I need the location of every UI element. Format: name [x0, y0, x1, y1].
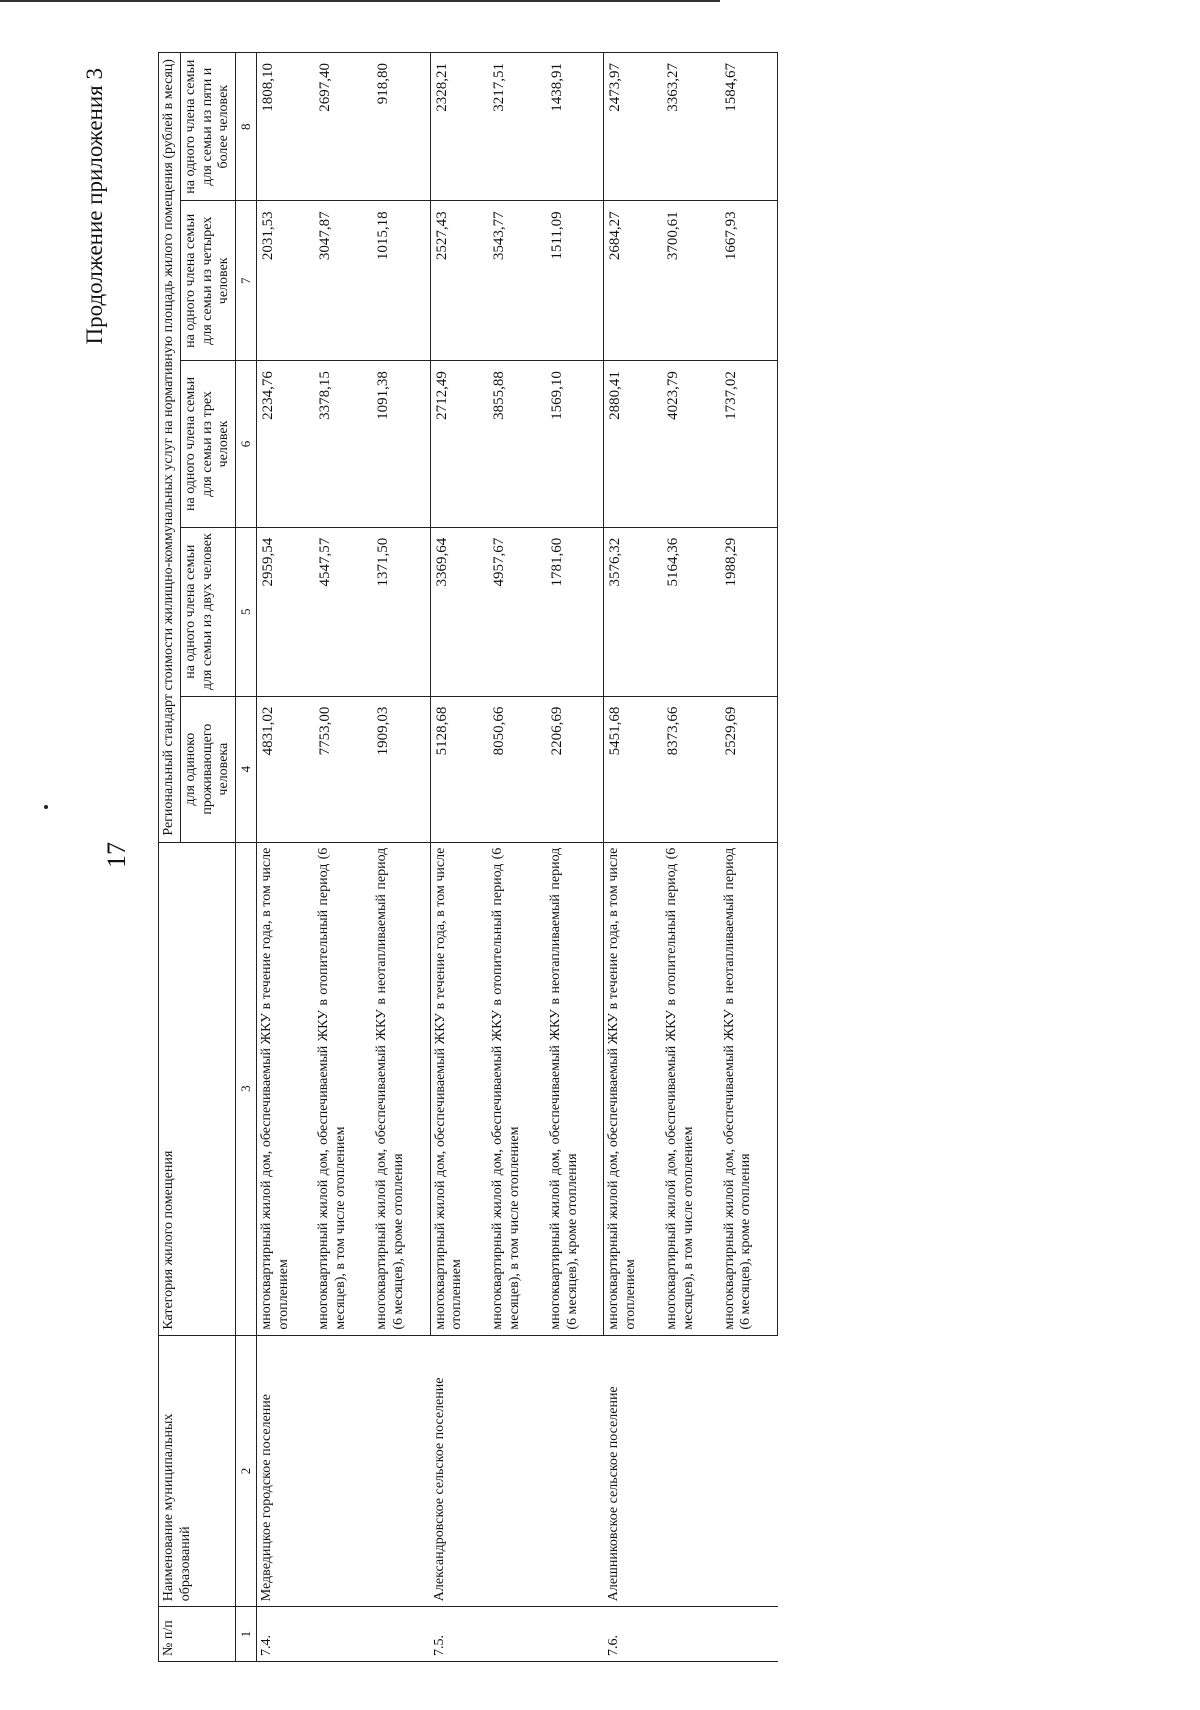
cost-value: 5451,68 — [604, 696, 662, 842]
table-body — [256, 53, 777, 1662]
col-header-family-4: на одного члена семьи для семьи из четырех человек — [180, 201, 235, 361]
col-header-single: для одиноко проживающего человека — [180, 696, 235, 842]
cost-value: 1438,91 — [546, 53, 604, 201]
housing-category: многоквартирный жилой дом, обеспечиваемый ЖКУ в отопительный период (6 месяцев), в том числе отоплением — [662, 842, 720, 1335]
col-header-family-2: на одного члена семьи для семьи из двух человек — [180, 527, 235, 696]
column-number-row — [236, 53, 257, 1662]
housing-category: многоквартирный жилой дом, обеспечиваемый ЖКУ в течение года, в том числе отоплением — [430, 842, 488, 1335]
cost-value: 3363,27 — [662, 53, 720, 201]
cost-value: 2712,49 — [430, 361, 488, 528]
page-title: Продолжение приложения 3 — [82, 68, 107, 345]
cost-value: 2206,69 — [546, 696, 604, 842]
row-number: 7.6. — [604, 1607, 778, 1662]
municipality-name: Медведицкое городское поселение — [256, 1335, 430, 1607]
cost-value: 1988,29 — [720, 527, 778, 696]
cost-value: 1781,60 — [546, 527, 604, 696]
housing-category: многоквартирный жилой дом, обеспечиваемый ЖКУ в течение года, в том числе отоплением — [256, 842, 314, 1335]
housing-category: многоквартирный жилой дом, обеспечиваемый ЖКУ в неотапливаемый период (6 месяцев), кроме отопления — [372, 842, 430, 1335]
municipality-name: Александровское сельское поселение — [430, 1335, 604, 1607]
cost-value: 2697,40 — [314, 53, 372, 201]
cost-value: 1371,50 — [372, 527, 430, 696]
cost-value: 4831,02 — [256, 696, 314, 842]
cost-value: 2684,27 — [604, 201, 662, 361]
cost-value: 2473,97 — [604, 53, 662, 201]
row-number: 7.5. — [430, 1607, 604, 1662]
cost-value: 5128,68 — [430, 696, 488, 842]
cost-value: 918,80 — [372, 53, 430, 201]
cost-value: 1091,38 — [372, 361, 430, 528]
col-number: 6 — [236, 361, 257, 528]
cost-value: 3700,61 — [662, 201, 720, 361]
cost-value: 3369,64 — [430, 527, 488, 696]
cost-value: 4023,79 — [662, 361, 720, 528]
cost-value: 2527,43 — [430, 201, 488, 361]
cost-value: 3576,32 — [604, 527, 662, 696]
col-header-family-5plus: на одного члена семьи для семьи из пяти и более человек — [180, 53, 235, 201]
cost-value: 4547,57 — [314, 527, 372, 696]
cost-value: 2031,53 — [256, 201, 314, 361]
standards-table — [158, 52, 778, 1662]
col-number: 1 — [236, 1607, 257, 1662]
cost-value: 4957,67 — [488, 527, 546, 696]
cost-value: 3543,77 — [488, 201, 546, 361]
col-header-family-3: на одного члена семьи для семьи из трех человек — [180, 361, 235, 528]
housing-category: многоквартирный жилой дом, обеспечиваемый ЖКУ в отопительный период (6 месяцев), в том числе отоплением — [314, 842, 372, 1335]
col-number: 5 — [236, 527, 257, 696]
cost-value: 3855,88 — [488, 361, 546, 528]
cost-value: 2959,54 — [256, 527, 314, 696]
col-header-category: Категория жилого помещения — [159, 842, 236, 1335]
cost-value: 2234,76 — [256, 361, 314, 528]
col-header-group: Региональный стандарт стоимости жилищно-коммунальных услуг на нормативную площадь жилого помещения (рублей в месяц) — [159, 53, 181, 843]
col-number: 7 — [236, 201, 257, 361]
col-number: 4 — [236, 696, 257, 842]
table-row — [430, 53, 488, 1662]
cost-value: 8373,66 — [662, 696, 720, 842]
row-number: 7.4. — [256, 1607, 430, 1662]
cost-value: 3217,51 — [488, 53, 546, 201]
cost-value: 7753,00 — [314, 696, 372, 842]
table-header — [159, 53, 257, 1662]
cost-value: 3047,87 — [314, 201, 372, 361]
cost-value: 1808,10 — [256, 53, 314, 201]
cost-value: 1584,67 — [720, 53, 778, 201]
col-header-num: № п/п — [159, 1607, 236, 1662]
cost-value: 8050,66 — [488, 696, 546, 842]
cost-value: 2880,41 — [604, 361, 662, 528]
cost-value: 2328,21 — [430, 53, 488, 201]
table-row — [604, 53, 662, 1662]
cost-value: 5164,36 — [662, 527, 720, 696]
cost-value: 1909,03 — [372, 696, 430, 842]
table-row — [256, 53, 314, 1662]
cost-value: 1737,02 — [720, 361, 778, 528]
housing-category: многоквартирный жилой дом, обеспечиваемый ЖКУ в отопительный период (6 месяцев), в том числе отоплением — [488, 842, 546, 1335]
housing-category: многоквартирный жилой дом, обеспечиваемый ЖКУ в неотапливаемый период (6 месяцев), кроме отопления — [720, 842, 778, 1335]
cost-value: 2529,69 — [720, 696, 778, 842]
cost-value: 1569,10 — [546, 361, 604, 528]
col-header-name: Наименование муниципальных образований — [159, 1335, 236, 1607]
housing-category: многоквартирный жилой дом, обеспечиваемый ЖКУ в течение года, в том числе отоплением — [604, 842, 662, 1335]
cost-value: 1667,93 — [720, 201, 778, 361]
cost-value: 1511,09 — [546, 201, 604, 361]
col-number: 3 — [236, 842, 257, 1335]
cost-value: 1015,18 — [372, 201, 430, 361]
housing-category: многоквартирный жилой дом, обеспечиваемый ЖКУ в неотапливаемый период (6 месяцев), кроме отопления — [546, 842, 604, 1335]
municipality-name: Алешниковское сельское поселение — [604, 1335, 778, 1607]
cost-value: 3378,15 — [314, 361, 372, 528]
page-number: 17 — [102, 842, 131, 868]
col-number: 2 — [236, 1335, 257, 1607]
col-number: 8 — [236, 53, 257, 201]
